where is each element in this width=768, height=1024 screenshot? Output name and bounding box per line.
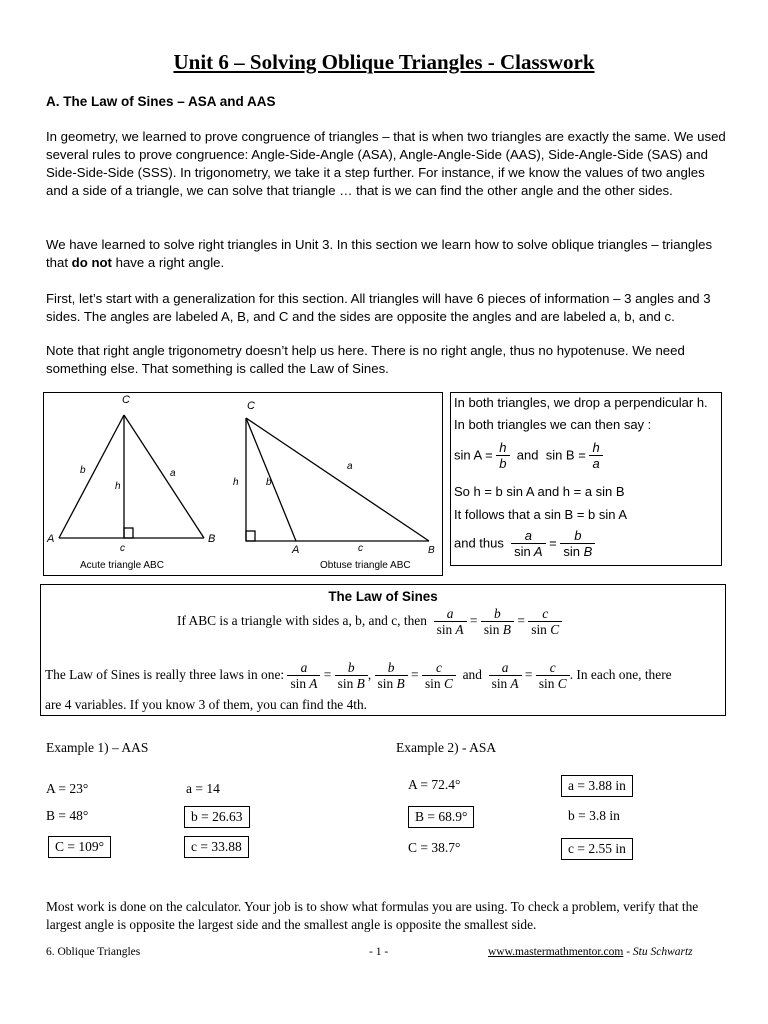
acute-label-c: c [120, 543, 125, 554]
obtuse-label-C: C [247, 400, 255, 412]
derivation-line-6: and thus $\frac{a}{\text{sin A}}$ = $\frac{b}{\text{sin B}}$ [454, 529, 595, 559]
derivation-line-2: In both triangles we can then say : [454, 417, 652, 432]
acute-label-A: A [47, 533, 55, 545]
derivation-line-5: It follows that a sin B = b sin A [454, 507, 628, 522]
fraction-a-sinA: $\frac{a}{\text{sin A}}$ [511, 529, 545, 559]
obtuse-label-c: c [358, 543, 363, 554]
derivation-line-3: sin A = $\frac{h}{b}$ and sin B = $\frac{h}{a}$ [454, 441, 603, 471]
closing-paragraph: Most work is done on the calculator. Your job is to show what formulas you are using. To check a problem, verify that the largest angle is opposite the largest side and the smallest angle is opposite the smallest side. [46, 899, 699, 932]
acute-label-C: C [122, 394, 130, 406]
section-heading: A. The Law of Sines – ASA and AAS [46, 94, 276, 109]
footer-left: 6. Oblique Triangles [46, 946, 141, 958]
derivation-line-1: In both triangles, we drop a perpendicular h. [454, 395, 708, 410]
fraction-h-over-a: $\frac{h}{a}$ [589, 441, 602, 471]
generalization-paragraph: First, let’s start with a generalization for this section. All triangles will have 6 pieces of information – 3 angles and 3 sides. The angles are labeled A, B, and C and the sides are opposite the angles and are labeled a, b, and c. [46, 291, 711, 324]
example1-b-answer: b = 26.63 [184, 806, 250, 828]
obtuse-caption: Obtuse triangle ABC [320, 560, 411, 571]
example2-c-answer: c = 2.55 in [561, 838, 633, 860]
footer-credit: www.mastermathmentor.com - Stu Schwartz [488, 946, 693, 958]
acute-caption: Acute triangle ABC [80, 560, 164, 571]
example2-heading: Example 2) - ASA [396, 740, 497, 755]
four-variables-line: are 4 variables. If you know 3 of them, you can find the 4th. [45, 697, 368, 712]
fraction-h-over-b: $\frac{h}{b}$ [496, 441, 509, 471]
obtuse-label-h: h [233, 477, 239, 488]
law-of-sines-box [40, 584, 726, 716]
three-laws-line: The Law of Sines is really three laws in one: $\frac{a}{\text{sin A}}$ = $\frac{b}{\text{sin B}}$ , $\frac{b}{\text{sin B}}$ = $\frac{c}{\text{sin C}}$ and $\frac{a}{\text{sin A}}$ = $\frac{c}{\text{sin C}}$ . In each one, there [45, 660, 672, 691]
triangles-diagram [44, 393, 442, 575]
example2-b: b = 3.8 in [568, 808, 620, 823]
example1-heading: Example 1) – AAS [46, 740, 149, 755]
footer-url-link[interactable]: www.mastermathmentor.com [488, 946, 624, 958]
law-of-sines-statement: If ABC is a triangle with sides a, b, and c, then $\frac{a}{\text{sin A}}$ = $\frac{b}{\text{sin B}}$ = $\frac{c}{\text{sin C}}$ [177, 607, 562, 637]
example2-C: C = 38.7° [408, 840, 461, 855]
obtuse-label-b: b [266, 477, 272, 488]
oblique-paragraph: We have learned to solve right triangles in Unit 3. In this section we learn how to solve oblique triangles – triangles that do not have a right angle. [46, 237, 713, 270]
obtuse-triangle [246, 418, 429, 541]
fraction-b-sinB: $\frac{b}{\text{sin B}}$ [560, 529, 595, 559]
example2-A: A = 72.4° [408, 777, 461, 792]
triangles-figure [43, 392, 443, 576]
obtuse-label-a: a [347, 461, 353, 472]
example1-a: a = 14 [186, 781, 220, 796]
example2-a-answer: a = 3.88 in [561, 775, 633, 797]
law-of-sines-header: The Law of Sines [328, 589, 438, 604]
derivation-line-4: So h = b sin A and h = a sin B [454, 484, 625, 499]
example1-B: B = 48° [46, 808, 89, 823]
acute-label-B: B [208, 533, 216, 545]
acute-label-h: h [115, 481, 121, 492]
example1-c-answer: c = 33.88 [184, 836, 249, 858]
page-number: - 1 - [369, 946, 389, 958]
acute-triangle [59, 415, 204, 538]
derivation-box [450, 392, 722, 566]
acute-label-b: b [80, 465, 86, 476]
example1-A: A = 23° [46, 781, 89, 796]
intro-paragraph: In geometry, we learned to prove congruence of triangles – that is when two triangles are exactly the same. We used several rules to prove congruence: Angle-Side-Angle (ASA), Angle-Angle-Side (AAS), Side-Angle-Side (SAS) and Side-Side-Side (SSS). In trigonometry, we take it a step further. For instance, if we know the values of two angles and a side of a triangle, we can solve that triangle … that is we can find the other angle and the other sides. [46, 129, 726, 198]
obtuse-label-B: B [428, 545, 435, 556]
acute-label-a: a [170, 468, 176, 479]
example2-B-answer: B = 68.9° [408, 806, 474, 828]
page-title: Unit 6 – Solving Oblique Triangles - Classwork [173, 50, 595, 74]
note-paragraph: Note that right angle trigonometry doesn’t help us here. There is no right angle, thus no hypotenuse. We need something else. That something is called the Law of Sines. [46, 343, 685, 376]
example1-C-answer: C = 109° [48, 836, 111, 858]
obtuse-label-A: A [292, 544, 300, 556]
